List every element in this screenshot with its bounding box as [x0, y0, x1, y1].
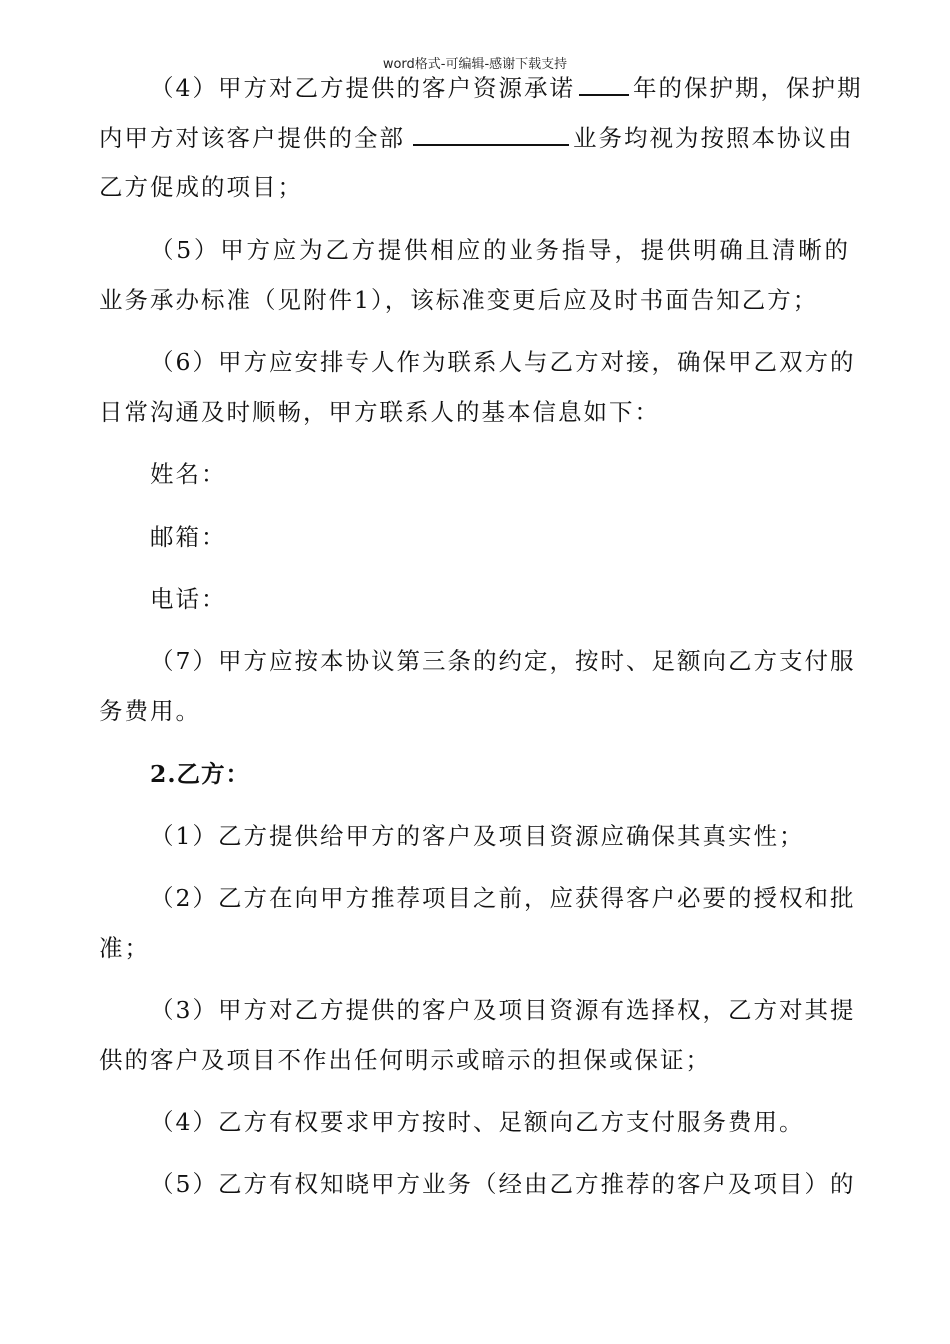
- contact-phone-label: 电话：: [150, 585, 227, 613]
- section-2-item-3-line-1: （3）甲方对乙方提供的客户及项目资源有选择权，乙方对其提: [150, 996, 856, 1024]
- section-2-item-4: （4）乙方有权要求甲方按时、足额向乙方支付服务费用。: [150, 1108, 805, 1136]
- para-4-text-c: 内甲方对该客户提供的全部: [99, 124, 405, 152]
- para-4-line-2: [99, 122, 854, 154]
- section-2-item-2-line-2: 准；: [99, 934, 150, 962]
- para-4-text-b: 年的保护期，保护期: [632, 74, 863, 102]
- para-7-line-1: （7）甲方应按本协议第三条的约定，按时、足额向乙方支付服: [150, 647, 856, 675]
- para-4-text-d: 业务均视为按照本协议由: [573, 124, 854, 152]
- protection-years-blank: [579, 72, 629, 96]
- para-6-line-2: 日常沟通及时顺畅，甲方联系人的基本信息如下：: [99, 398, 660, 426]
- contact-name-label: 姓名：: [150, 460, 227, 488]
- para-4-line-1: [150, 72, 863, 104]
- section-2-item-2-line-1: （2）乙方在向甲方推荐项目之前，应获得客户必要的授权和批: [150, 884, 856, 912]
- section-2-heading: 2.乙方：: [150, 760, 251, 788]
- section-2-item-1: （1）乙方提供给甲方的客户及项目资源应确保其真实性；: [150, 822, 805, 850]
- para-5-line-1: （5）甲方应为乙方提供相应的业务指导，提供明确且清晰的: [150, 236, 850, 264]
- contact-email-label: 邮箱：: [150, 523, 227, 551]
- para-6-line-1: （6）甲方应安排专人作为联系人与乙方对接，确保甲乙双方的: [150, 348, 856, 376]
- para-7-line-2: 务费用。: [99, 697, 201, 725]
- para-5-line-2: 业务承办标准（见附件1），该标准变更后应及时书面告知乙方；: [99, 286, 819, 314]
- para-4-line-3: 乙方促成的项目；: [99, 173, 303, 201]
- para-4-text-a: （4）甲方对乙方提供的客户资源承诺: [150, 74, 575, 102]
- page-header: word格式-可编辑-感谢下载支持: [382, 57, 568, 72]
- business-scope-blank: [413, 122, 569, 146]
- section-2-item-5-line-1: （5）乙方有权知晓甲方业务（经由乙方推荐的客户及项目）的: [150, 1170, 856, 1198]
- section-2-item-3-line-2: 供的客户及项目不作出任何明示或暗示的担保或保证；: [99, 1046, 711, 1074]
